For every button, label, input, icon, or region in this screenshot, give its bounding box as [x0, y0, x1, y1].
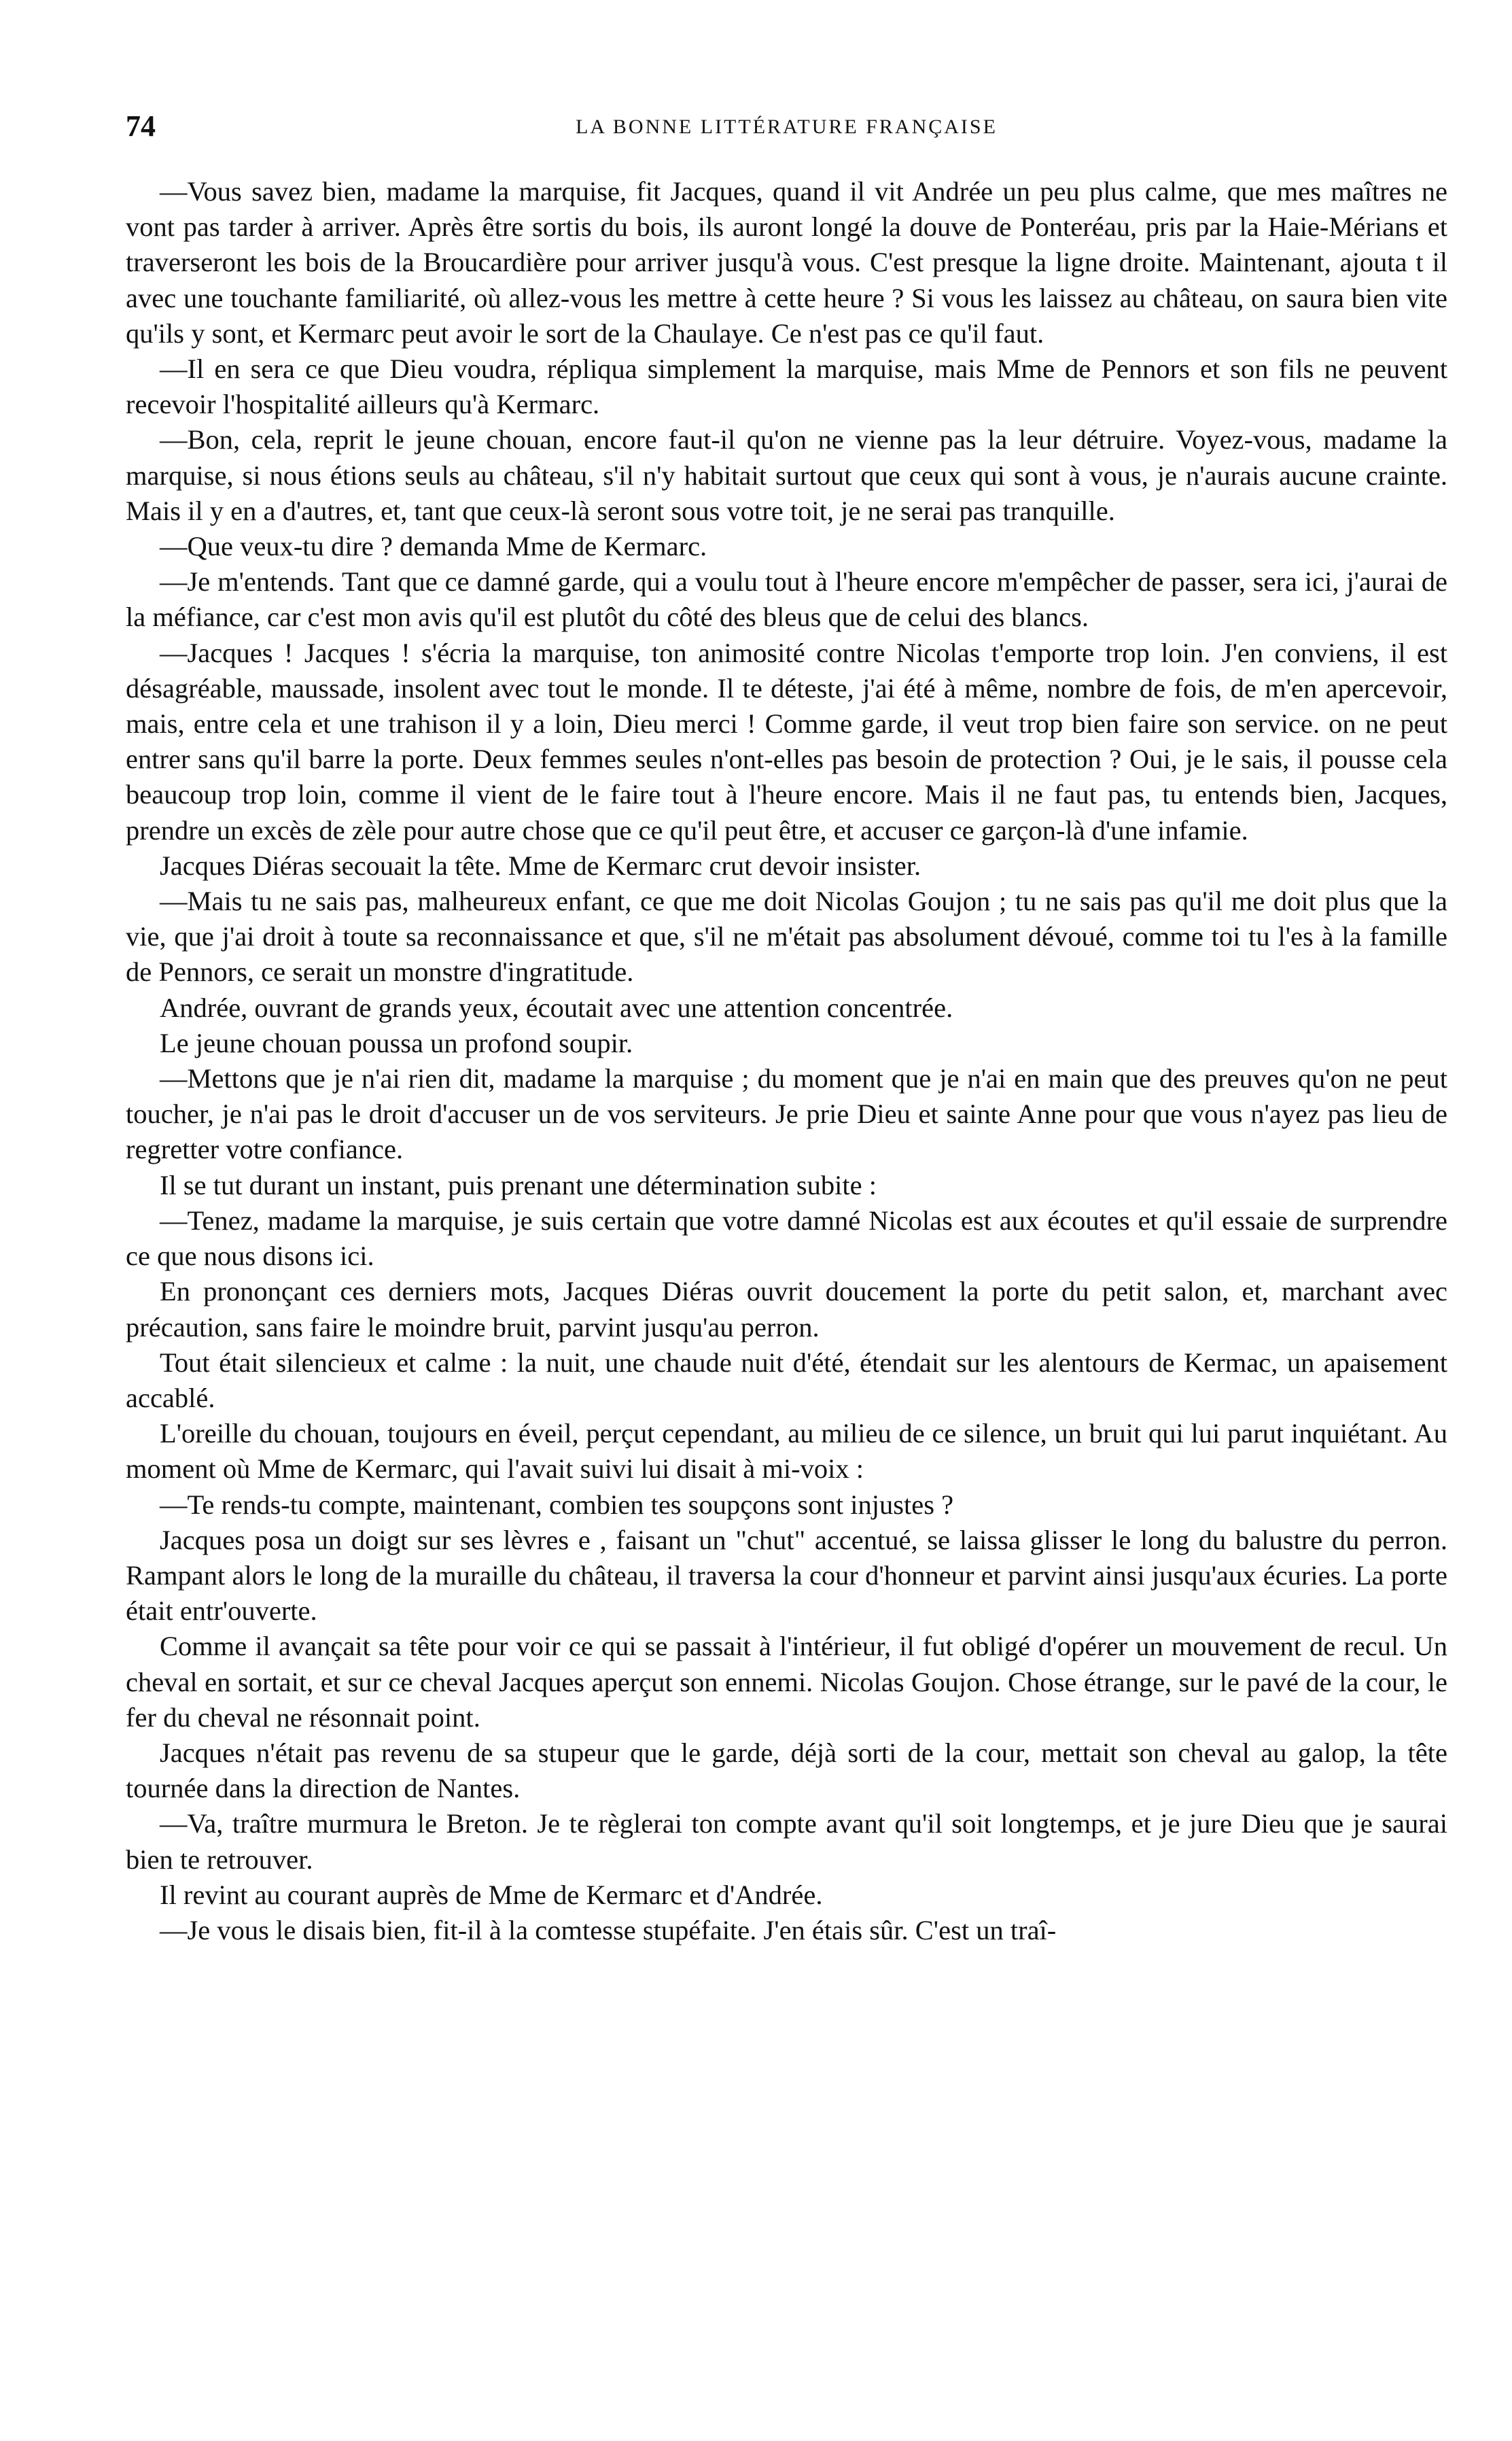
paragraph: —Je vous le disais bien, fit-il à la comtesse stupéfaite. J'en étais sûr. C'est un traî- [160, 1914, 1057, 1945]
running-title: LA BONNE LITTÉRATURE FRANÇAISE [576, 116, 998, 138]
page-number: 74 [126, 109, 156, 143]
paragraph: Il revint au courant auprès de Mme de Kermarc et d'Andrée. [160, 1879, 823, 1910]
paragraph: —Jacques ! Jacques ! s'écria la marquise, ton animosité contre Nicolas t'emporte trop loin. J'en conviens, il est désagréable, maussade, insolent avec tout le monde. Il te déteste, j'ai été à même, nombre de fois, de m'en apercevoir, mais, entre cela et une trahison il y a loin, Dieu merci ! Comme garde, il veut trop bien faire son service. on ne peut entrer sans qu'il barre la porte. Deux femmes seules n'ont-elles pas besoin de protection ? Oui, je le sais, il pousse cela beaucoup trop loin, comme il vient de le faire tout à l'heure encore. Mais il ne faut pas, tu entends bien, Jacques, prendre un excès de zèle pour autre chose que ce qu'il peut être, et accuser ce garçon-là d'une infamie. [126, 637, 1447, 846]
paragraph: Il se tut durant un instant, puis prenant une détermination subite : [160, 1169, 877, 1200]
paragraph: L'oreille du chouan, toujours en éveil, perçut cependant, au milieu de ce silence, un bruit qui lui parut inquiétant. Au moment où Mme de Kermarc, qui l'avait suivi lui disait à mi-voix : [126, 1418, 1447, 1485]
paragraph: —Je m'entends. Tant que ce damné garde, qui a voulu tout à l'heure encore m'empêcher de passer, sera ici, j'aurai de la méfiance, car c'est mon avis qu'il est plutôt du côté des bleus que de celui des blancs. [126, 566, 1447, 633]
body-text [126, 174, 1447, 1948]
page-header [126, 109, 1447, 163]
paragraph: Le jeune chouan poussa un profond soupir. [160, 1027, 633, 1058]
book-page [126, 109, 1447, 1948]
paragraph: —Mettons que je n'ai rien dit, madame la marquise ; du moment que je n'ai en main que des preuves qu'on ne peut toucher, je n'ai pas le droit d'accuser un de vos serviteurs. Je prie Dieu et sainte Anne pour que vous n'ayez pas lieu de regretter votre confiance. [126, 1063, 1447, 1165]
paragraph: —Que veux-tu dire ? demanda Mme de Kermarc. [160, 531, 707, 562]
paragraph: Tout était silencieux et calme : la nuit, une chaude nuit d'été, étendait sur les alentours de Kermac, un apaisement accablé. [126, 1347, 1447, 1413]
paragraph: —Bon, cela, reprit le jeune chouan, encore faut-il qu'on ne vienne pas la leur détruire. Voyez-vous, madame la marquise, si nous étions seuls au château, s'il n'y habitait surtout que ceux qui sont à vous, je n'aurais aucune crainte. Mais il y en a d'autres, et, tant que ceux-là seront sous votre toit, je ne serai pas tranquille. [126, 424, 1447, 526]
paragraph: En prononçant ces derniers mots, Jacques Diéras ouvrit doucement la porte du petit salon, et, marchant avec précaution, sans faire le moindre bruit, parvint jusqu'au perron. [126, 1276, 1447, 1343]
paragraph: —Tenez, madame la marquise, je suis certain que votre damné Nicolas est aux écoutes et qu'il essaie de surprendre ce que nous disons ici. [126, 1205, 1447, 1272]
paragraph: —Mais tu ne sais pas, malheureux enfant, ce que me doit Nicolas Goujon ; tu ne sais pas qu'il me doit plus que la vie, que j'ai droit à toute sa reconnaissance et que, s'il ne m'était pas absolument dévoué, comme toi tu l'es à la famille de Pennors, ce serait un monstre d'ingratitude. [126, 886, 1447, 988]
paragraph: —Il en sera ce que Dieu voudra, répliqua simplement la marquise, mais Mme de Pennors et son fils ne peuvent recevoir l'hospitalité ailleurs qu'à Kermarc. [126, 353, 1447, 420]
paragraph: —Vous savez bien, madame la marquise, fit Jacques, quand il vit Andrée un peu plus calme, que mes maîtres ne vont pas tarder à arriver. Après être sortis du bois, ils auront longé la douve de Ponteréau, pris par la Haie-Mérians et traverseront les bois de la Broucardière pour arriver jusqu'à vous. C'est presque la ligne droite. Maintenant, ajouta t il avec une touchante familiarité, où allez-vous les mettre à cette heure ? Si vous les laissez au château, on saura bien vite qu'ils y sont, et Kermarc peut avoir le sort de la Chaulaye. Ce n'est pas ce qu'il faut. [126, 176, 1447, 349]
paragraph: Jacques Diéras secouait la tête. Mme de Kermarc crut devoir insister. [160, 850, 921, 881]
paragraph: Andrée, ouvrant de grands yeux, écoutait avec une attention concentrée. [160, 992, 953, 1023]
paragraph: —Va, traître murmura le Breton. Je te règlerai ton compte avant qu'il soit longtemps, et je jure Dieu que je saurai bien te retrouver. [126, 1808, 1447, 1875]
paragraph: Comme il avançait sa tête pour voir ce qui se passait à l'intérieur, il fut obligé d'opérer un mouvement de recul. Un cheval en sortait, et sur ce cheval Jacques aperçut son ennemi. Nicolas Goujon. Chose étrange, sur le pavé de la cour, le fer du cheval ne résonnait point. [126, 1631, 1447, 1733]
paragraph: Jacques posa un doigt sur ses lèvres e , faisant un "chut" accentué, se laissa glisser le long du balustre du perron. Rampant alors le long de la muraille du château, il traversa la cour d'honneur et parvint ainsi jusqu'aux écuries. La porte était entr'ouverte. [126, 1524, 1447, 1627]
paragraph: Jacques n'était pas revenu de sa stupeur que le garde, déjà sorti de la cour, mettait son cheval au galop, la tête tournée dans la direction de Nantes. [126, 1737, 1447, 1804]
paragraph: —Te rends-tu compte, maintenant, combien tes soupçons sont injustes ? [160, 1489, 954, 1520]
